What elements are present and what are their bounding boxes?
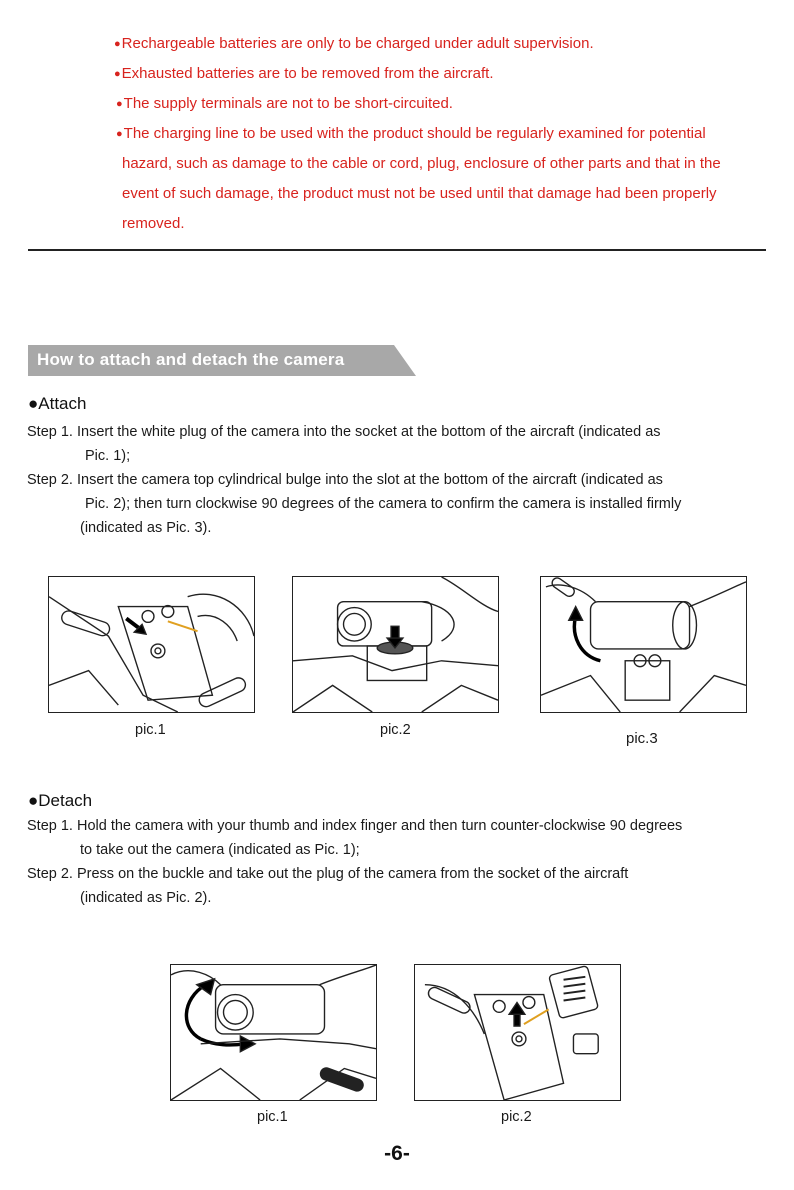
bullet: ● — [116, 98, 123, 110]
detach-step1-cont: to take out the camera (indicated as Pic. 1); — [80, 842, 360, 858]
warning-continuation: event of such damage, the product must not be used until that damage had been properly — [122, 185, 717, 202]
bullet: ● — [114, 38, 121, 50]
attach-step2-cont: (indicated as Pic. 3). — [80, 520, 212, 536]
section-banner — [28, 345, 416, 376]
attach-step2: Step 2. Insert the camera top cylindrical bulge into the slot at the bottom of the aircraft (indicated as — [27, 472, 663, 488]
divider — [28, 249, 766, 251]
attach-pic1-illustration — [48, 576, 255, 713]
attach-pic3-caption: pic.3 — [626, 730, 658, 747]
detach-step2: Step 2. Press on the buckle and take out the plug of the camera from the socket of the aircraft — [27, 866, 629, 882]
detach-step2-cont: (indicated as Pic. 2). — [80, 890, 212, 906]
attach-step1-cont: Pic. 1); — [85, 448, 131, 464]
warning-item: ●Exhausted batteries are to be removed from the aircraft. — [114, 65, 494, 82]
section-title: How to attach and detach the camera — [37, 350, 345, 369]
attach-pic2-caption: pic.2 — [380, 722, 411, 738]
detach-step1: Step 1. Hold the camera with your thumb and index finger and then turn counter-clockwise 90 degrees — [27, 818, 683, 834]
detach-pic1-caption: pic.1 — [257, 1109, 288, 1125]
attach-pic3-illustration — [540, 576, 747, 713]
warning-item: ●The supply terminals are not to be short-circuited. — [116, 95, 453, 112]
attach-heading: ●Attach — [28, 394, 87, 413]
detach-pic2-illustration — [414, 964, 621, 1101]
attach-pic1-caption: pic.1 — [135, 722, 166, 738]
attach-step1: Step 1. Insert the white plug of the camera into the socket at the bottom of the aircraft (indicated as — [27, 424, 661, 440]
attach-pic2-illustration — [292, 576, 499, 713]
bullet: ● — [114, 68, 121, 80]
detach-pic1-illustration — [170, 964, 377, 1101]
detach-heading: ●Detach — [28, 791, 93, 810]
bullet: ● — [116, 128, 123, 140]
detach-pic2-caption: pic.2 — [501, 1109, 532, 1125]
page-number: -6- — [384, 1142, 410, 1165]
warning-continuation: removed. — [122, 215, 185, 232]
attach-step2-cont: Pic. 2); then turn clockwise 90 degrees of the camera to confirm the camera is installed firmly — [85, 496, 682, 512]
warning-item: ●The charging line to be used with the product should be regularly examined for potential — [116, 125, 706, 142]
warning-continuation: hazard, such as damage to the cable or cord, plug, enclosure of other parts and that in the — [122, 155, 721, 172]
warning-item: ●Rechargeable batteries are only to be charged under adult supervision. — [114, 35, 594, 52]
